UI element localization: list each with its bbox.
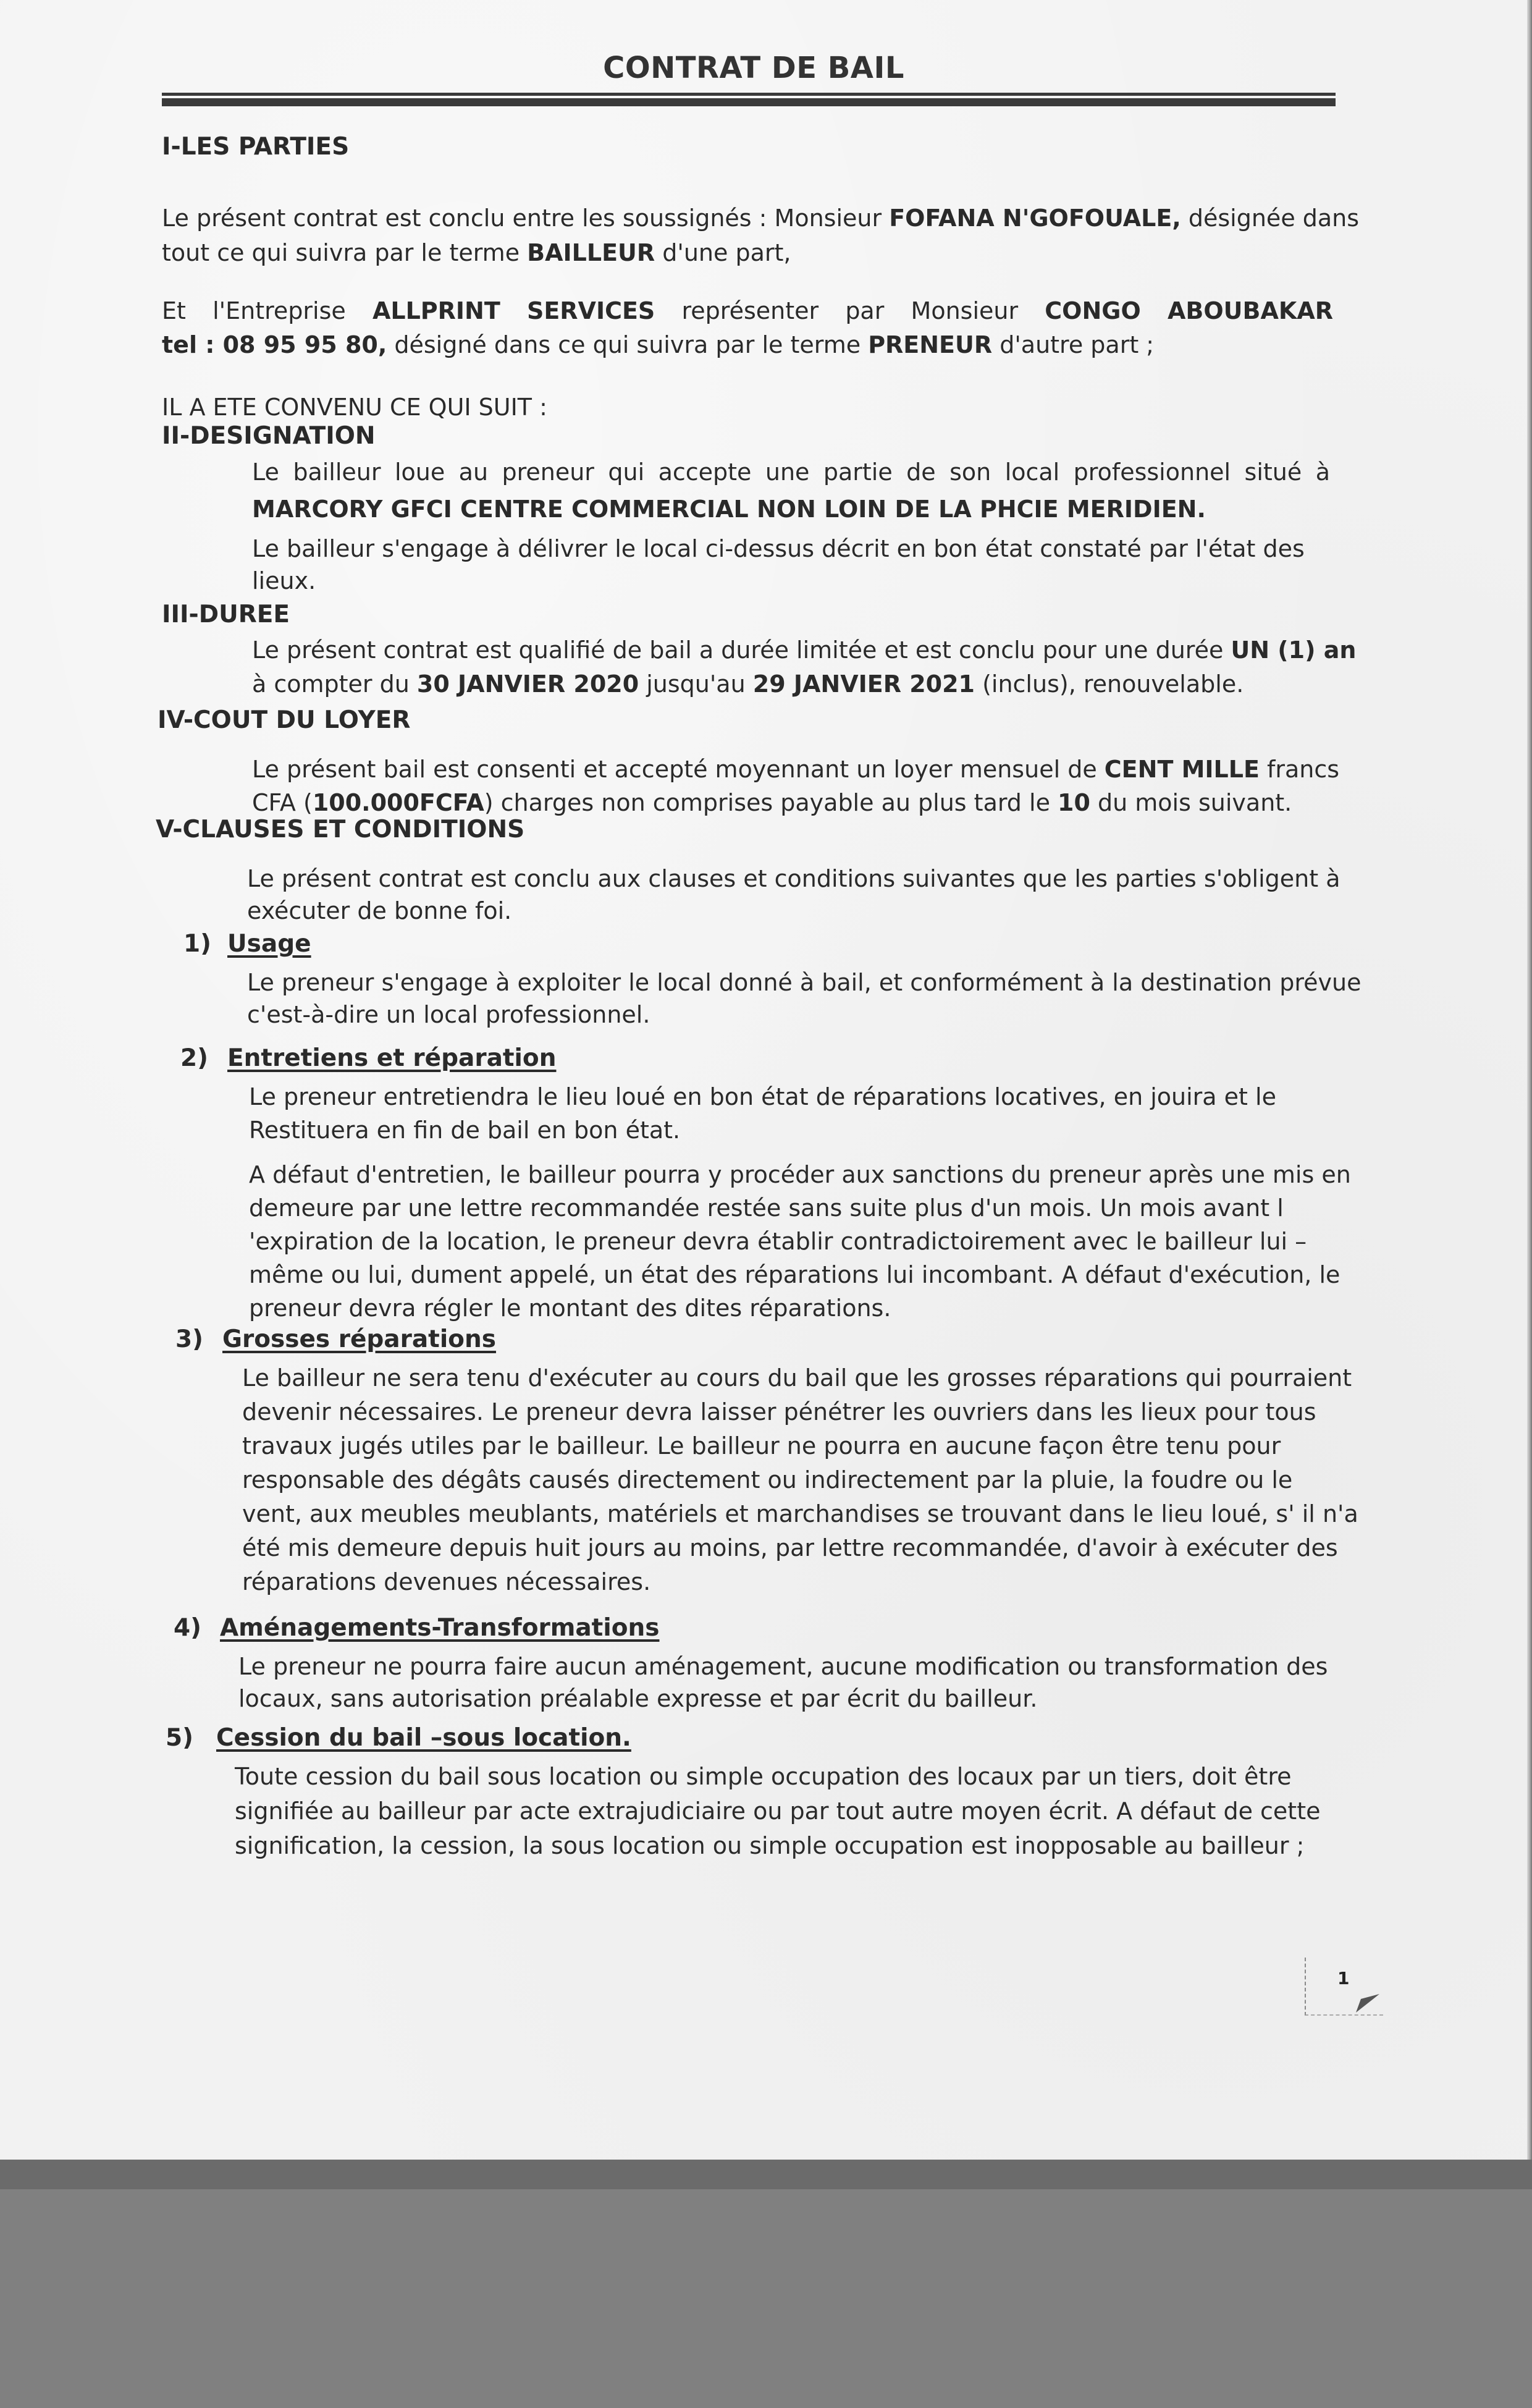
clause-line: A défaut d'entretien, le bailleur pourra y procéder aux sanctions du preneur après une mis en xyxy=(249,1161,1351,1188)
word: ALLPRINT xyxy=(372,297,500,324)
clause-line: travaux jugés utiles par le bailleur. Le bailleur ne pourra en aucune façon être tenu pour xyxy=(242,1432,1281,1460)
clause-line: Le preneur entretiendra le lieu loué en bon état de réparations locatives, en jouira et le xyxy=(249,1083,1276,1110)
section-heading-parties: I-LES PARTIES xyxy=(162,133,350,161)
initials-mark-icon xyxy=(1355,1993,1381,2014)
word: partie xyxy=(823,458,893,486)
designation-line-3: Le bailleur s'engage à délivrer le local ci-dessus décrit en bon état constaté par l'état des xyxy=(252,535,1305,562)
text-run: d'une part, xyxy=(655,239,791,266)
word: situé xyxy=(1244,458,1302,486)
clause-line: Le preneur s'engage à exploiter le local donné à bail, et conformément à la destination prévue xyxy=(247,969,1362,996)
parties-paragraph-1-line-2 xyxy=(162,236,791,269)
clause-line: vent, aux meubles meublants, matériels et marchandises se trouvant dans le lieu loué, s' il n'a xyxy=(242,1500,1358,1527)
rent-amount-words: CENT MILLE xyxy=(1104,756,1260,783)
text-run: Le présent bail est consenti et accepté moyennant un loyer mensuel de xyxy=(252,756,1105,783)
word: au xyxy=(458,458,489,486)
clause-line: Restituera en fin de bail en bon état. xyxy=(249,1117,681,1144)
loyer-line-2 xyxy=(252,786,1292,819)
word: preneur xyxy=(502,458,594,486)
word: de xyxy=(906,458,936,486)
text-run: francs xyxy=(1259,756,1340,783)
word: une xyxy=(765,458,810,486)
clause-number: 2) xyxy=(180,1044,208,1072)
section-heading-duree: III-DUREE xyxy=(162,601,290,628)
duree-line-1 xyxy=(252,633,1356,667)
clause-line: 'expiration de la location, le preneur devra établir contradictoirement avec le bailleur lui – xyxy=(249,1228,1307,1255)
text-run: jusqu'au xyxy=(639,670,753,698)
word: qui xyxy=(608,458,645,486)
word: ABOUBAKAR xyxy=(1167,297,1333,324)
clause-line: preneur devra régler le montant des dites réparations. xyxy=(249,1295,891,1322)
text-run: CFA ( xyxy=(252,789,313,816)
agreed-statement: IL A ETE CONVENU CE QUI SUIT : xyxy=(162,394,547,421)
preneur-phone: tel : 08 95 95 80, xyxy=(162,331,387,358)
word: Et xyxy=(162,297,186,324)
payment-day: 10 xyxy=(1058,789,1090,816)
document-title: CONTRAT DE BAIL xyxy=(603,51,904,85)
designation-line-1 xyxy=(252,455,1330,489)
section-heading-loyer: IV-COUT DU LOYER xyxy=(158,706,411,734)
text-run: à compter du xyxy=(252,670,417,698)
bailleur-name: FOFANA N'GOFOUALE, xyxy=(889,205,1181,232)
word: CONGO xyxy=(1045,297,1141,324)
text-run: tout ce qui suivra par le terme xyxy=(162,239,528,266)
word: SERVICES xyxy=(526,297,655,324)
designation-location: MARCORY GFCI CENTRE COMMERCIAL NON LOIN DE LA PHCIE MERIDIEN. xyxy=(252,496,1206,523)
text-run: du mois suivant. xyxy=(1090,789,1292,816)
title-rule-thick xyxy=(162,98,1336,106)
word: professionnel xyxy=(1073,458,1231,486)
clauses-intro-line-1: Le présent contrat est conclu aux clauses et conditions suivantes que les parties s'obligent à xyxy=(247,865,1340,892)
clause-number: 1) xyxy=(183,930,211,958)
text-run: Le présent contrat est qualifié de bail a durée limitée et est conclu pour une durée xyxy=(252,636,1231,664)
parties-paragraph-1-line-1 xyxy=(162,201,1359,235)
clause-line: réparations devenues nécessaires. xyxy=(242,1568,651,1595)
word: Le xyxy=(252,458,279,486)
designation-line-4: lieux. xyxy=(252,567,316,594)
clauses-intro-line-2: exécuter de bonne foi. xyxy=(247,897,512,924)
word: à xyxy=(1315,458,1330,486)
scanner-edge xyxy=(0,2160,1532,2189)
word: accepte xyxy=(658,458,752,486)
page-edge xyxy=(1527,0,1531,2160)
clause-line: locaux, sans autorisation préalable expresse et par écrit du bailleur. xyxy=(238,1685,1038,1712)
text-run: (inclus), renouvelable. xyxy=(974,670,1244,698)
clause-number: 4) xyxy=(174,1614,201,1642)
section-heading-designation: II-DESIGNATION xyxy=(162,422,376,450)
word: représenter xyxy=(681,297,819,324)
clause-line: responsable des dégâts causés directement ou indirectement par la pluie, la foudre ou le xyxy=(242,1466,1293,1493)
clause-line: été mis demeure depuis huit jours au moins, par lettre recommandée, d'avoir à exécuter des xyxy=(242,1534,1338,1561)
bailleur-term: BAILLEUR xyxy=(527,239,655,266)
title-rule-thin xyxy=(162,93,1336,96)
text-run: Le présent contrat est conclu entre les soussignés : Monsieur xyxy=(162,205,890,232)
start-date: 30 JANVIER 2020 xyxy=(416,670,639,698)
word: loue xyxy=(394,458,445,486)
clause-line: signification, la cession, la sous location ou simple occupation est inopposable au bailleur ; xyxy=(235,1832,1305,1859)
text-run: désigné dans ce qui suivra par le terme xyxy=(387,331,869,358)
clause-number: 3) xyxy=(175,1325,203,1353)
word: bailleur xyxy=(293,458,381,486)
word: local xyxy=(1004,458,1060,486)
clause-title: Usage xyxy=(227,930,311,958)
clause-line: signifiée au bailleur par acte extrajudiciaire ou par tout autre moyen écrit. A défaut de cette xyxy=(235,1798,1321,1825)
end-date: 29 JANVIER 2021 xyxy=(752,670,975,698)
section-heading-clauses: V-CLAUSES ET CONDITIONS xyxy=(156,816,525,843)
text-run: désignée dans xyxy=(1181,205,1360,232)
clause-number: 5) xyxy=(166,1724,193,1752)
word: par xyxy=(845,297,885,324)
page-number: 1 xyxy=(1337,1968,1350,1988)
clause-line: Toute cession du bail sous location ou simple occupation des locaux par un tiers, doit être xyxy=(235,1763,1292,1790)
parties-paragraph-2-line-1 xyxy=(162,294,1333,327)
clause-title: Grosses réparations xyxy=(222,1325,496,1353)
clause-line: c'est-à-dire un local professionnel. xyxy=(247,1001,650,1028)
clause-line: Le bailleur ne sera tenu d'exécuter au cours du bail que les grosses réparations qui pourraient xyxy=(242,1364,1352,1392)
rent-amount: 100.000FCFA xyxy=(312,789,484,816)
loyer-line-1 xyxy=(252,753,1339,786)
word: l'Entreprise xyxy=(213,297,346,324)
text-run: ) charges non comprises payable au plus tard le xyxy=(484,789,1058,816)
word: son xyxy=(949,458,991,486)
title-rule xyxy=(162,93,1336,108)
clause-title: Entretiens et réparation xyxy=(227,1044,557,1072)
parties-paragraph-2-line-2 xyxy=(162,328,1154,361)
clause-line: devenir nécessaires. Le preneur devra laisser pénétrer les ouvriers dans les lieux pour tous xyxy=(242,1398,1316,1426)
word: Monsieur xyxy=(911,297,1019,324)
duree-line-2 xyxy=(252,667,1244,701)
clause-line: Le preneur ne pourra faire aucun aménagement, aucune modification ou transformation des xyxy=(238,1653,1328,1680)
text-run: d'autre part ; xyxy=(992,331,1155,358)
clause-title: Cession du bail –sous location. xyxy=(216,1724,631,1752)
duree-length: UN (1) an xyxy=(1231,636,1357,664)
clause-title: Aménagements-Transformations xyxy=(220,1614,660,1642)
clause-line: même ou lui, dument appelé, un état des réparations lui incombant. A défaut d'exécution, le xyxy=(249,1261,1340,1288)
preneur-term: PRENEUR xyxy=(868,331,993,358)
clause-line: demeure par une lettre recommandée restée sans suite plus d'un mois. Un mois avant l xyxy=(249,1194,1284,1222)
